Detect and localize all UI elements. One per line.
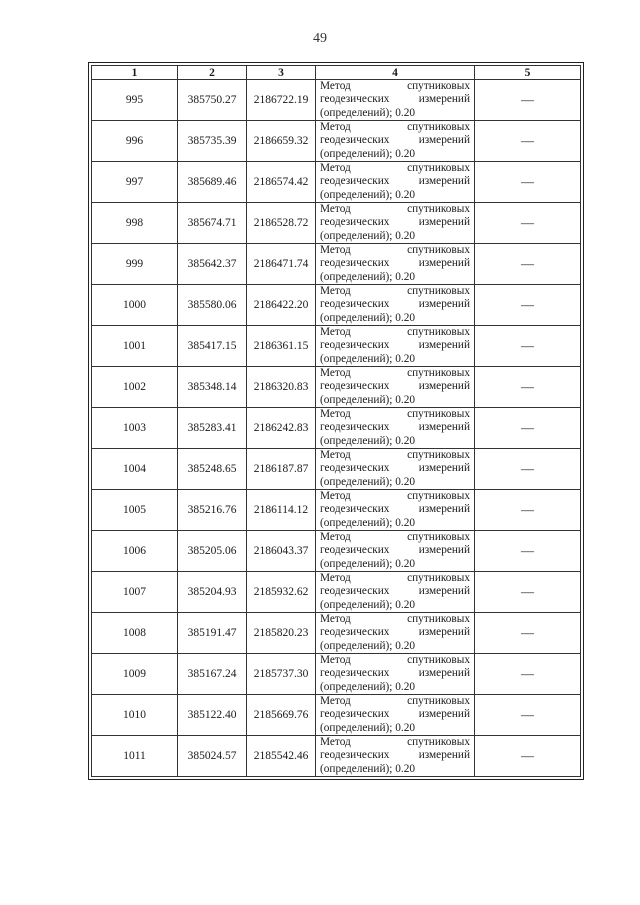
method-line-3: (определений); 0.20 xyxy=(320,188,416,201)
method-line-2 xyxy=(320,93,470,106)
point-number-cell: 1008 xyxy=(92,613,178,654)
x-coordinate-cell: 385216.76 xyxy=(178,490,247,531)
point-number-cell: 1004 xyxy=(92,449,178,490)
method-word-1: Метод xyxy=(320,736,351,749)
method-line-1 xyxy=(320,367,470,380)
method-word-3: геодезических xyxy=(320,667,390,680)
method-word-1: Метод xyxy=(320,326,351,339)
method-line-3: (определений); 0.20 xyxy=(320,639,416,652)
y-coordinate-cell: 2185737.30 xyxy=(247,654,316,695)
method-word-4: измерений xyxy=(418,298,470,311)
method-cell xyxy=(316,80,475,121)
method-line-1 xyxy=(320,121,470,134)
table-row xyxy=(92,285,581,326)
method-word-2: спутниковых xyxy=(407,408,470,421)
method-line-1 xyxy=(320,285,470,298)
dash-cell: — xyxy=(475,285,581,326)
method-cell xyxy=(316,449,475,490)
table-row xyxy=(92,162,581,203)
method-line-2 xyxy=(320,175,470,188)
page-number: 49 xyxy=(313,31,327,46)
method-word-1: Метод xyxy=(320,203,351,216)
method-line-1 xyxy=(320,736,470,749)
method-line-1 xyxy=(320,244,470,257)
y-coordinate-cell: 2186528.72 xyxy=(247,203,316,244)
x-coordinate-cell: 385191.47 xyxy=(178,613,247,654)
method-word-2: спутниковых xyxy=(407,367,470,380)
column-header-3: 3 xyxy=(247,66,316,80)
method-cell xyxy=(316,531,475,572)
method-word-4: измерений xyxy=(418,544,470,557)
method-word-4: измерений xyxy=(418,257,470,270)
dash-cell: — xyxy=(475,203,581,244)
method-line-1 xyxy=(320,695,470,708)
x-coordinate-cell: 385417.15 xyxy=(178,326,247,367)
dash-cell: — xyxy=(475,613,581,654)
method-word-1: Метод xyxy=(320,490,351,503)
method-cell xyxy=(316,285,475,326)
y-coordinate-cell: 2186320.83 xyxy=(247,367,316,408)
method-line-2 xyxy=(320,626,470,639)
dash-cell: — xyxy=(475,367,581,408)
method-word-3: геодезических xyxy=(320,585,390,598)
method-line-3: (определений); 0.20 xyxy=(320,680,416,693)
method-line-3: (определений); 0.20 xyxy=(320,721,416,734)
method-word-1: Метод xyxy=(320,244,351,257)
point-number-cell: 1010 xyxy=(92,695,178,736)
y-coordinate-cell: 2186187.87 xyxy=(247,449,316,490)
method-word-2: спутниковых xyxy=(407,736,470,749)
method-word-2: спутниковых xyxy=(407,613,470,626)
method-line-3: (определений); 0.20 xyxy=(320,147,416,160)
method-word-1: Метод xyxy=(320,121,351,134)
method-cell xyxy=(316,244,475,285)
point-number-cell: 1001 xyxy=(92,326,178,367)
method-cell xyxy=(316,654,475,695)
method-line-1 xyxy=(320,654,470,667)
method-word-4: измерений xyxy=(418,667,470,680)
column-header-2: 2 xyxy=(178,66,247,80)
method-word-2: спутниковых xyxy=(407,531,470,544)
table-row xyxy=(92,367,581,408)
method-line-1 xyxy=(320,80,470,93)
dash-cell: — xyxy=(475,162,581,203)
point-number-cell: 1000 xyxy=(92,285,178,326)
table-row xyxy=(92,408,581,449)
method-line-2 xyxy=(320,708,470,721)
method-word-3: геодезических xyxy=(320,749,390,762)
method-word-4: измерений xyxy=(418,503,470,516)
method-cell xyxy=(316,613,475,654)
method-word-3: геодезических xyxy=(320,380,390,393)
dash-cell: — xyxy=(475,449,581,490)
x-coordinate-cell: 385204.93 xyxy=(178,572,247,613)
method-line-1 xyxy=(320,449,470,462)
method-line-2 xyxy=(320,421,470,434)
method-cell xyxy=(316,326,475,367)
method-word-4: измерений xyxy=(418,134,470,147)
dash-cell: — xyxy=(475,121,581,162)
table-row xyxy=(92,326,581,367)
method-word-1: Метод xyxy=(320,285,351,298)
y-coordinate-cell: 2186471.74 xyxy=(247,244,316,285)
method-cell xyxy=(316,490,475,531)
x-coordinate-cell: 385642.37 xyxy=(178,244,247,285)
method-word-4: измерений xyxy=(418,380,470,393)
x-coordinate-cell: 385024.57 xyxy=(178,736,247,777)
x-coordinate-cell: 385735.39 xyxy=(178,121,247,162)
x-coordinate-cell: 385580.06 xyxy=(178,285,247,326)
method-word-2: спутниковых xyxy=(407,80,470,93)
method-line-2 xyxy=(320,339,470,352)
coordinates-table xyxy=(91,65,581,777)
point-number-cell: 995 xyxy=(92,80,178,121)
method-word-1: Метод xyxy=(320,531,351,544)
dash-cell: — xyxy=(475,695,581,736)
method-word-3: геодезических xyxy=(320,626,390,639)
method-line-2 xyxy=(320,380,470,393)
method-line-2 xyxy=(320,544,470,557)
method-line-3: (определений); 0.20 xyxy=(320,352,416,365)
x-coordinate-cell: 385248.65 xyxy=(178,449,247,490)
method-word-3: геодезических xyxy=(320,462,390,475)
column-header-5: 5 xyxy=(475,66,581,80)
method-line-2 xyxy=(320,134,470,147)
method-line-3: (определений); 0.20 xyxy=(320,229,416,242)
method-line-3: (определений); 0.20 xyxy=(320,475,416,488)
table-row xyxy=(92,531,581,572)
method-cell xyxy=(316,367,475,408)
method-line-2 xyxy=(320,749,470,762)
method-word-3: геодезических xyxy=(320,257,390,270)
dash-cell: — xyxy=(475,736,581,777)
x-coordinate-cell: 385750.27 xyxy=(178,80,247,121)
table-row xyxy=(92,613,581,654)
method-word-2: спутниковых xyxy=(407,162,470,175)
method-word-4: измерений xyxy=(418,421,470,434)
y-coordinate-cell: 2186722.19 xyxy=(247,80,316,121)
method-cell xyxy=(316,162,475,203)
method-line-3: (определений); 0.20 xyxy=(320,311,416,324)
table-row xyxy=(92,736,581,777)
method-word-4: измерений xyxy=(418,339,470,352)
table-row xyxy=(92,695,581,736)
method-word-4: измерений xyxy=(418,585,470,598)
table-row xyxy=(92,490,581,531)
method-word-1: Метод xyxy=(320,408,351,421)
method-word-4: измерений xyxy=(418,708,470,721)
method-line-2 xyxy=(320,462,470,475)
y-coordinate-cell: 2185820.23 xyxy=(247,613,316,654)
column-header-4: 4 xyxy=(316,66,475,80)
dash-cell: — xyxy=(475,408,581,449)
method-word-4: измерений xyxy=(418,462,470,475)
method-word-2: спутниковых xyxy=(407,695,470,708)
table-row xyxy=(92,654,581,695)
method-line-1 xyxy=(320,408,470,421)
method-word-1: Метод xyxy=(320,654,351,667)
method-line-1 xyxy=(320,203,470,216)
point-number-cell: 1005 xyxy=(92,490,178,531)
point-number-cell: 997 xyxy=(92,162,178,203)
method-line-3: (определений); 0.20 xyxy=(320,762,416,775)
method-line-1 xyxy=(320,572,470,585)
point-number-cell: 1007 xyxy=(92,572,178,613)
method-line-3: (определений); 0.20 xyxy=(320,393,416,406)
method-line-3: (определений); 0.20 xyxy=(320,106,416,119)
method-word-2: спутниковых xyxy=(407,244,470,257)
method-word-1: Метод xyxy=(320,449,351,462)
method-cell xyxy=(316,408,475,449)
method-word-3: геодезических xyxy=(320,216,390,229)
method-line-2 xyxy=(320,503,470,516)
method-cell xyxy=(316,695,475,736)
method-word-2: спутниковых xyxy=(407,449,470,462)
method-word-4: измерений xyxy=(418,749,470,762)
table-row xyxy=(92,449,581,490)
method-line-3: (определений); 0.20 xyxy=(320,434,416,447)
table-row xyxy=(92,121,581,162)
method-word-1: Метод xyxy=(320,162,351,175)
x-coordinate-cell: 385283.41 xyxy=(178,408,247,449)
method-line-2 xyxy=(320,298,470,311)
method-line-1 xyxy=(320,162,470,175)
method-word-4: измерений xyxy=(418,93,470,106)
method-word-2: спутниковых xyxy=(407,490,470,503)
method-word-3: геодезических xyxy=(320,421,390,434)
x-coordinate-cell: 385348.14 xyxy=(178,367,247,408)
method-word-3: геодезических xyxy=(320,175,390,188)
y-coordinate-cell: 2186574.42 xyxy=(247,162,316,203)
table-row xyxy=(92,244,581,285)
method-word-2: спутниковых xyxy=(407,121,470,134)
table-row xyxy=(92,203,581,244)
method-word-3: геодезических xyxy=(320,544,390,557)
x-coordinate-cell: 385205.06 xyxy=(178,531,247,572)
y-coordinate-cell: 2186043.37 xyxy=(247,531,316,572)
method-line-2 xyxy=(320,667,470,680)
method-line-1 xyxy=(320,531,470,544)
x-coordinate-cell: 385689.46 xyxy=(178,162,247,203)
method-line-2 xyxy=(320,257,470,270)
dash-cell: — xyxy=(475,326,581,367)
method-word-3: геодезических xyxy=(320,93,390,106)
method-cell xyxy=(316,203,475,244)
method-word-2: спутниковых xyxy=(407,572,470,585)
dash-cell: — xyxy=(475,244,581,285)
y-coordinate-cell: 2186242.83 xyxy=(247,408,316,449)
method-word-2: спутниковых xyxy=(407,326,470,339)
method-line-3: (определений); 0.20 xyxy=(320,270,416,283)
method-line-3: (определений); 0.20 xyxy=(320,516,416,529)
method-word-1: Метод xyxy=(320,80,351,93)
method-line-1 xyxy=(320,490,470,503)
point-number-cell: 1003 xyxy=(92,408,178,449)
y-coordinate-cell: 2185542.46 xyxy=(247,736,316,777)
y-coordinate-cell: 2185669.76 xyxy=(247,695,316,736)
method-cell xyxy=(316,572,475,613)
y-coordinate-cell: 2186422.20 xyxy=(247,285,316,326)
method-line-1 xyxy=(320,613,470,626)
dash-cell: — xyxy=(475,572,581,613)
method-cell xyxy=(316,121,475,162)
method-word-2: спутниковых xyxy=(407,654,470,667)
method-word-1: Метод xyxy=(320,613,351,626)
method-word-2: спутниковых xyxy=(407,285,470,298)
method-word-4: измерений xyxy=(418,216,470,229)
point-number-cell: 996 xyxy=(92,121,178,162)
y-coordinate-cell: 2186114.12 xyxy=(247,490,316,531)
method-line-1 xyxy=(320,326,470,339)
method-word-3: геодезических xyxy=(320,708,390,721)
method-line-2 xyxy=(320,216,470,229)
dash-cell: — xyxy=(475,80,581,121)
method-word-4: измерений xyxy=(418,626,470,639)
dash-cell: — xyxy=(475,654,581,695)
point-number-cell: 1006 xyxy=(92,531,178,572)
point-number-cell: 1002 xyxy=(92,367,178,408)
table-row xyxy=(92,80,581,121)
method-word-1: Метод xyxy=(320,695,351,708)
y-coordinate-cell: 2186659.32 xyxy=(247,121,316,162)
point-number-cell: 999 xyxy=(92,244,178,285)
method-word-3: геодезических xyxy=(320,339,390,352)
y-coordinate-cell: 2186361.15 xyxy=(247,326,316,367)
method-word-2: спутниковых xyxy=(407,203,470,216)
point-number-cell: 998 xyxy=(92,203,178,244)
column-header-1: 1 xyxy=(92,66,178,80)
table-body xyxy=(92,80,581,777)
method-word-3: геодезических xyxy=(320,298,390,311)
table-row xyxy=(92,572,581,613)
dash-cell: — xyxy=(475,531,581,572)
dash-cell: — xyxy=(475,490,581,531)
method-line-3: (определений); 0.20 xyxy=(320,557,416,570)
coordinates-table-frame xyxy=(88,62,584,780)
point-number-cell: 1011 xyxy=(92,736,178,777)
point-number-cell: 1009 xyxy=(92,654,178,695)
method-line-3: (определений); 0.20 xyxy=(320,598,416,611)
table-header-row xyxy=(92,66,581,80)
method-line-2 xyxy=(320,585,470,598)
y-coordinate-cell: 2185932.62 xyxy=(247,572,316,613)
method-word-3: геодезических xyxy=(320,503,390,516)
method-word-4: измерений xyxy=(418,175,470,188)
method-word-1: Метод xyxy=(320,367,351,380)
x-coordinate-cell: 385122.40 xyxy=(178,695,247,736)
method-word-3: геодезических xyxy=(320,134,390,147)
x-coordinate-cell: 385674.71 xyxy=(178,203,247,244)
method-cell xyxy=(316,736,475,777)
x-coordinate-cell: 385167.24 xyxy=(178,654,247,695)
method-word-1: Метод xyxy=(320,572,351,585)
